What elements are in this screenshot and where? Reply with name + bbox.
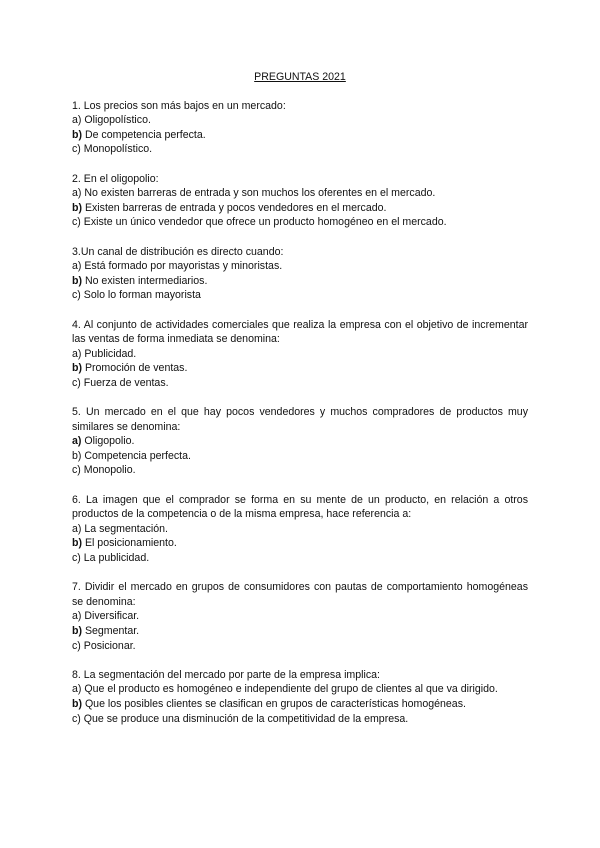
- answer-option: [72, 536, 528, 551]
- question-list: [72, 99, 528, 727]
- question-stem: 4. Al conjunto de actividades comerciales que realiza la empresa con el objetivo de incrementar las ventas de forma inmediata se denomina:: [72, 318, 528, 346]
- question-1: [72, 99, 528, 157]
- answer-option: [72, 201, 528, 216]
- option-letter: b): [72, 537, 82, 550]
- option-letter: a): [72, 347, 82, 360]
- answer-option: [72, 624, 528, 639]
- option-letter: b): [72, 624, 82, 637]
- question-stem: 8. La segmentación del mercado por parte de la empresa implica:: [72, 668, 380, 681]
- option-text: No existen intermediarios.: [82, 274, 208, 287]
- option-letter: a): [72, 114, 82, 127]
- answer-option: [72, 712, 528, 727]
- answer-option: [72, 463, 528, 478]
- option-text: Publicidad.: [81, 347, 137, 360]
- option-text: Segmentar.: [82, 624, 140, 637]
- option-text: Diversificar.: [81, 610, 140, 623]
- option-text: Monopolístico.: [80, 143, 153, 156]
- answer-option: [72, 259, 528, 274]
- question-5: [72, 405, 528, 478]
- option-text: Fuerza de ventas.: [80, 376, 169, 389]
- option-text: De competencia perfecta.: [82, 128, 206, 141]
- option-letter: c): [72, 552, 81, 564]
- option-letter: a): [72, 683, 82, 696]
- option-text: Está formado por mayoristas y minoristas.: [81, 260, 283, 273]
- option-text: El posicionamiento.: [82, 537, 177, 550]
- option-text: Que el producto es homogéneo e independiente del grupo de clientes al que va dirigido.: [81, 683, 498, 696]
- answer-option: [72, 215, 528, 230]
- option-text: Competencia perfecta.: [81, 449, 191, 462]
- answer-option: [72, 128, 528, 143]
- answer-option: [72, 697, 528, 712]
- answer-option: [72, 522, 528, 537]
- question-6: [72, 493, 528, 566]
- answer-option: [72, 113, 528, 128]
- option-letter: b): [72, 274, 82, 287]
- answer-option: [72, 609, 528, 624]
- answer-option: [72, 361, 528, 376]
- option-letter: c): [72, 216, 81, 229]
- option-text: Que se produce una disminución de la competitividad de la empresa.: [80, 712, 409, 725]
- option-letter: c): [72, 712, 81, 725]
- option-text: No existen barreras de entrada y son muchos los oferentes en el mercado.: [81, 187, 436, 200]
- answer-option: [72, 186, 528, 201]
- question-stem: 2. En el oligopolio:: [72, 172, 159, 185]
- option-text: Oligopolístico.: [81, 114, 151, 127]
- question-2: [72, 172, 528, 230]
- question-stem: 7. Dividir el mercado en grupos de consumidores con pautas de comportamiento homogéneas se denomina:: [72, 581, 528, 608]
- document-title: PREGUNTAS 2021: [254, 71, 346, 83]
- option-letter: c): [72, 143, 81, 156]
- answer-option: [72, 347, 528, 362]
- answer-option: [72, 434, 528, 449]
- question-stem: 5. Un mercado en el que hay pocos vendedores y muchos compradores de productos muy similares se denomina:: [72, 406, 528, 433]
- option-text: Monopolio.: [80, 464, 136, 477]
- answer-option: [72, 551, 528, 566]
- answer-option: [72, 639, 528, 654]
- option-text: Existe un único vendedor que ofrece un producto homogéneo en el mercado.: [80, 216, 447, 229]
- answer-option: [72, 288, 528, 303]
- option-letter: a): [72, 610, 82, 623]
- option-letter: b): [72, 201, 82, 214]
- answer-option: [72, 142, 528, 157]
- question-8: [72, 668, 528, 726]
- option-text: La publicidad.: [80, 552, 150, 564]
- option-letter: c): [72, 639, 81, 652]
- question-stem: 6. La imagen que el comprador se forma en su mente de un producto, en relación a otros productos de la competencia o de la misma empresa, hace referencia a:: [72, 493, 528, 521]
- option-text: Solo lo forman mayorista: [80, 289, 201, 302]
- question-4: [72, 318, 528, 391]
- option-text: La segmentación.: [81, 522, 168, 535]
- option-text: Existen barreras de entrada y pocos vendedores en el mercado.: [82, 201, 387, 214]
- option-letter: b): [72, 128, 82, 141]
- option-letter: a): [72, 435, 82, 448]
- answer-option: [72, 449, 528, 464]
- option-text: Oligopolio.: [81, 435, 135, 448]
- question-stem: 3.Un canal de distribución es directo cuando:: [72, 245, 284, 258]
- option-letter: b): [72, 362, 82, 375]
- question-3: [72, 245, 528, 303]
- option-letter: a): [72, 187, 82, 200]
- option-letter: a): [72, 522, 82, 535]
- option-letter: c): [72, 464, 81, 477]
- option-text: Posicionar.: [80, 639, 136, 652]
- option-text: Que los posibles clientes se clasifican en grupos de características homogéneas.: [82, 697, 466, 710]
- question-7: [72, 580, 528, 653]
- answer-option: [72, 682, 528, 697]
- document-page: [72, 70, 528, 741]
- answer-option: [72, 274, 528, 289]
- option-letter: c): [72, 289, 81, 302]
- question-stem: 1. Los precios son más bajos en un mercado:: [72, 99, 286, 112]
- option-letter: b): [72, 449, 82, 462]
- option-letter: b): [72, 697, 82, 710]
- option-letter: a): [72, 260, 82, 273]
- option-text: Promoción de ventas.: [82, 362, 188, 375]
- option-letter: c): [72, 376, 81, 389]
- answer-option: [72, 376, 528, 391]
